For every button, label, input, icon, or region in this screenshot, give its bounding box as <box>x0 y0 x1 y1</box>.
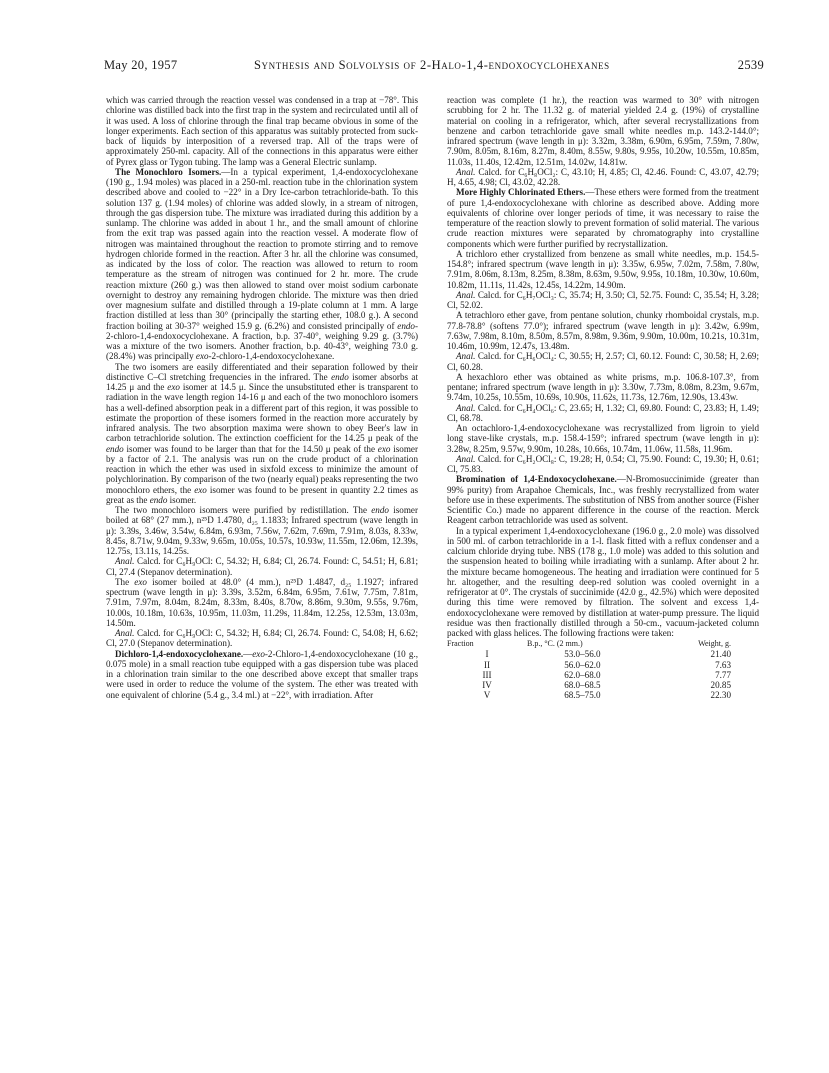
fractions-table-header <box>447 639 759 649</box>
text-run: isomer. <box>167 494 197 505</box>
text-run: isomer by a factor of 2.1. The analysis was run on the crude product of a chlorination reaction in which the ether was used in sixfold excess to minimize the amount of polychlorination. By comparison of the two (nearly equal) peaks representing the two monochloro ethers, the <box>106 443 418 495</box>
table-header-fraction: Fraction <box>447 639 474 649</box>
italic-text: exo <box>134 576 147 587</box>
paragraph <box>447 249 759 290</box>
text-run: isomer boiled at 68° (27 mm.), n²⁵D 1.4780, d₂₅ 1.1833; Infrared spectrum (wave length in μ): 3.39s, 3.46w, 3.54w, 6.84m, 6.93m, 7.56w, 7.62m, 7.69m, 7.91m, 8.03s, 8.33w, 8.45s, 8.71w, 9.04m, 9.33w, 9.65m, 10.05s, 10.57s, 10.93w, 11.55m, 12.06m, 12.39s, 12.75s, 13.11s, 14.25s. <box>106 505 418 556</box>
italic-text: endo <box>331 371 349 382</box>
paragraph <box>106 556 418 577</box>
paragraph <box>106 95 418 167</box>
text-run: Calcd. for C₆H₇OCl₃: C, 35.74; H, 3.50; Cl, 52.75. Found: C, 35.54; H, 3.28; Cl, 52.02. <box>447 289 759 310</box>
italic-text: Anal. <box>115 628 135 638</box>
text-run: Calcd. for C₆H₆OCl₄: C, 30.55; H, 2.57; Cl, 60.12. Found: C, 30.58; H, 2.69; Cl, 60.28. <box>447 351 759 372</box>
right-column <box>447 95 759 700</box>
weight-cell: 22.30 <box>710 690 731 701</box>
weight-cell: 21.40 <box>710 649 731 660</box>
bp-cell: 53.0–56.0 <box>564 649 601 660</box>
text-run: — <box>243 648 253 659</box>
table-row <box>447 670 759 680</box>
paragraph <box>447 526 759 639</box>
paragraph <box>106 577 418 628</box>
italic-text: Anal. <box>456 453 476 464</box>
italic-text: exo <box>377 443 391 454</box>
left-column <box>106 95 418 700</box>
bp-cell: 68.5–75.0 <box>564 690 601 701</box>
section-heading: Dichloro-1,4-endoxocyclohexane. <box>115 648 244 659</box>
page-header <box>104 58 764 78</box>
paragraph <box>106 628 418 649</box>
text-run: Calcd. for C₆H₉OCl: C, 54.32; H, 6.84; Cl, 26.74. Found: C, 54.51; H, 6.81; Cl, 27.4 (Stepanov determination). <box>106 556 418 577</box>
italic-text: Anal. <box>456 289 476 300</box>
weight-cell: 20.85 <box>710 680 731 691</box>
fraction-cell: IV <box>482 680 492 691</box>
table-header-bp: B.p., °C. (2 mm.) <box>527 639 583 649</box>
paragraph <box>447 454 759 475</box>
text-run: isomer absorbs at 14.25 μ and the <box>106 371 418 392</box>
table-row <box>447 680 759 690</box>
italic-text: endo <box>149 494 168 505</box>
paragraph <box>447 423 759 454</box>
paragraph <box>106 167 418 362</box>
running-title: Synthesis and Solvolysis of 2-Halo-1,4-endoxocyclohexanes <box>254 58 610 72</box>
text-run: isomer was found to be larger than that for the 14.50 μ peak of the <box>123 443 378 454</box>
bp-cell: 56.0–62.0 <box>564 659 601 670</box>
paragraph <box>447 351 759 372</box>
italic-text: Anal. <box>115 556 135 567</box>
text-run: -2-chloro-1,4-endoxocyclohexane. A fraction, b.p. 37-40°, weighing 9.29 g. (3.7%) was a mixture of the two isomers. Another fraction, b.p. 40-43°, weighing 73.0 g. (28.4%) was principally <box>106 320 418 362</box>
paragraph <box>447 310 759 351</box>
section-heading: The Monochloro Isomers. <box>115 166 222 177</box>
weight-cell: 7.77 <box>715 669 731 680</box>
italic-text: exo <box>167 382 180 392</box>
italic-text: exo <box>194 484 207 495</box>
text-run: isomer was found to be present in quantity 2.2 times as great as the <box>106 484 418 505</box>
italic-text: Anal. <box>456 166 476 177</box>
table-row <box>447 649 759 659</box>
fraction-cell: V <box>483 690 491 701</box>
text-run: -2-Chloro-1,4-endoxocyclohexane (10 g., 0.075 mole) in a small reaction tube equipped with a gas dispersion tube was placed in a chlorination train similar to the one described above except that smaller traps were used in order to reduce the volume of the system. The ether was treated with one equivalent of chlorine (5.4 g., 3.4 ml.) at −22°, with irradiation. After <box>106 648 418 700</box>
fraction-cell: I <box>485 649 489 660</box>
paragraph <box>447 95 759 167</box>
text-run: A hexachloro ether was obtained as white prisms, m.p. 106.8-107.3°, from pentane; infrared spectrum (wave length in μ): 3.30w, 7.73m, 8.08m, 8.23m, 9.67m, 9.74m, 10.25s, 10.55m, 10.69s, 10.90s, 11.62s, 11.73s, 12.76m, 12.90s, 13.43w. <box>447 371 759 403</box>
weight-cell: 7.63 <box>715 659 731 670</box>
fraction-cell: II <box>483 659 491 670</box>
text-run: which was carried through the reaction vessel was condensed in a trap at −78°. This chlorine was distilled back into the first trap in the system and recirculated until all of it was used. A loss of chlorine through the final trap became obvious in some of the longer experiments. Each section of this apparatus was suitably protected from suck-back of liquids by interposition of a reversed trap. All of the traps were of approximately 250-ml. capacity. All of the connections in this apparatus were either of Pyrex glass or Tygon tubing. The lamp was a General Electric sunlamp. <box>106 95 418 167</box>
paragraph <box>447 187 759 249</box>
text-run: isomer at 14.5 μ. Since the unsubstituted ether is transparent to radiation in the wave length region 14-16 μ and each of the two monochloro isomers has a well-defined absorption peak in a different part of this region, it was possible to estimate the proportion of these isomers formed in the reaction more accurately by infrared analysis. The two absorption maxima were shown to obey Beer's law in carbon tetrachloride solution. The extinction coefficient for the 14.25 μ peak of the <box>106 382 418 444</box>
text-run: An octachloro-1,4-endoxocyclohexane was recrystallized from ligroin to yield long stave-like crystals, m.p. 158.4-159°; infrared spectrum (wave length in μ): 3.28w, 8.25m, 9.57w, 9.90m, 10.28s, 10.66s, 10.74m, 11.06w, 11.58s, 11.96m. <box>447 423 759 454</box>
table-row <box>447 690 759 700</box>
text-run: isomer boiled at 48.0° (4 mm.), n²⁵D 1.4847, d₂₅ 1.1927; infrared spectrum (wave length in μ): 3.39s, 3.52m, 6.84m, 6.95m, 7.61w, 7.75m, 7.81m, 7.91m, 7.97m, 8.04m, 8.24m, 8.33m, 8.40s, 8.70w, 8.86m, 9.30m, 9.55s, 9.76m, 10.00s, 10.18m, 10.63s, 10.95m, 11.03m, 11.29s, 11.84m, 12.25s, 12.53m, 13.03m, 14.50m. <box>106 576 418 628</box>
text-run: The <box>115 576 135 587</box>
bp-cell: 62.0–68.0 <box>564 669 601 680</box>
italic-text: exo <box>195 351 209 362</box>
table-header-weight: Weight, g. <box>698 639 731 649</box>
paragraph <box>447 403 759 424</box>
table-row <box>447 660 759 670</box>
right-column-paragraphs <box>447 95 759 638</box>
text-run: A trichloro ether crystallized from benzene as small white needles, m.p. 154.5-154.8°; infrared spectrum (wave length in μ): 3.35w, 6.95w, 7.02m, 7.58m, 7.80w, 7.91m, 8.06m, 8.13m, 8.25m, 8.38m, 8.63m, 9.50w, 9.95s, 10.18m, 10.30w, 10.60m, 10.82m, 11.11s, 11.42s, 12.45s, 14.22m, 14.90m. <box>447 248 759 290</box>
paragraph <box>447 167 759 188</box>
italic-text: endo <box>397 320 415 331</box>
paragraph <box>106 649 418 700</box>
fractions-table <box>447 639 759 700</box>
text-run: Calcd. for C₆H₄OCl₆: C, 23.65; H, 1.32; Cl, 69.80. Found: C, 23.83; H, 1.49; Cl, 68.78. <box>447 402 759 423</box>
fraction-cell: III <box>482 669 492 680</box>
paragraph <box>106 362 418 506</box>
journal-date: May 20, 1957 <box>104 58 178 72</box>
italic-text: Anal. <box>456 351 476 362</box>
bp-cell: 68.0–68.5 <box>564 680 601 691</box>
text-run: —These ethers were formed from the treatment of pure 1,4-endoxocyclohexane with chlorine as described above. Adding more equivalents of chlorine over longer periods of time, it was necessary to raise the temperature of the reaction slowly to prevent formation of solid material. The various crude reaction mixtures were separated by chromatography into crystalline components which were further purified by recrystallization. <box>447 187 759 249</box>
paragraph <box>447 474 759 525</box>
text-run: In a typical experiment 1,4-endoxocyclohexane (196.0 g., 2.0 mole) was dissolved in 500 ml. of carbon tetrachloride in a 1-l. flask fitted with a reflux condenser and a calcium chloride drying tube. NBS (178 g., 1.0 mole) was added to this solution and the suspension heated to boiling while irradiating with a sunlamp. After about 2 hr. the mixture became homogeneous. The heating and irradiation were continued for 5 hr. altogether, and the resulting deep-red solution was cooled overnight in a refrigerator at 0°. The crystals of succinimide (42.0 g., 42.5%) which were deposited during this time were removed by filtration. The solvent and excess 1,4-endoxocyclohexane were removed by distillation at water-pump pressure. The liquid residue was then fractionally distilled through a 50-cm., vacuum-jacketed column packed with glass helices. The following fractions were taken: <box>447 525 759 638</box>
text-run: The two monochloro isomers were purified by redistillation. The <box>115 505 372 515</box>
text-run: —N-Bromosuccinimide (greater than 99% purity) from Arapahoe Chemicals, Inc., was freshly recrystallized from water before use in these experiments. The substitution of NBS from another source (Fisher Scientific Co.) made no apparent difference in the course of the reaction. Merck Reagent carbon tetrachloride was used as solvent. <box>447 474 759 526</box>
paragraph <box>106 505 418 556</box>
italic-text: endo <box>371 505 389 515</box>
paragraph <box>447 372 759 403</box>
italic-text: endo <box>106 443 124 454</box>
section-heading: Bromination of 1,4-Endoxocyclohexane. <box>456 474 617 485</box>
text-run: reaction was complete (1 hr.), the reaction was warmed to 30° with nitrogen scrubbing for 2 hr. The 11.32 g. of material yielded 2.4 g. (19%) of crystalline material on cooling in a refrigerator, which, after several recrystallizations from benzene and carbon tetrachloride gave small white needles m.p. 143.2-144.0°; infrared spectrum (wave length in μ): 3.32m, 3.38m, 6.90m, 6.95m, 7.59m, 7.80w, 7.90m, 8.05m, 8.16m, 8.27m, 8.40m, 8.55w, 9.80s, 9.95s, 10.20w, 10.55m, 10.85m, 11.03s, 11.40s, 12.42m, 12.51m, 14.02w, 14.81w. <box>447 95 759 167</box>
text-run: -2-chloro-1,4-endoxocyclohexane. <box>208 351 335 362</box>
text-run: Calcd. for C₆H₉OCl: C, 54.32; H, 6.84; Cl, 26.74. Found: C, 54.08; H, 6.62; Cl, 27.0 (Stepanov determination). <box>106 628 418 649</box>
paragraph <box>447 290 759 311</box>
italic-text: Anal. <box>456 402 476 413</box>
text-run: A tetrachloro ether gave, from pentane solution, chunky rhomboidal crystals, m.p. 77.8-78.8° (softens 77.0°); infrared spectrum (wave length in μ): 3.42w, 6.99m, 7.63w, 7.98m, 8.10m, 8.50m, 8.57m, 8.98m, 9.36m, 9.90m, 10.00m, 10.21s, 10.31m, 10.46m, 10.99m, 12.47s, 13.48m. <box>447 310 759 351</box>
text-run: —In a typical experiment, 1,4-endoxocyclohexane (190 g., 1.94 moles) was placed in a 250-ml. reaction tube in the chlorination system described above and cooled to −22° in a Dry Ice-carbon tetrachloride-bath. To this solution 137 g. (1.94 moles) of chlorine was added slowly, in a stream of nitrogen, through the gas dispersion tube. The mixture was irradiated during this addition by a sunlamp. The chlorine was added in about 1 hr., and the small amount of chlorine from the exit trap was passed again into the reaction vessel. A moderate flow of nitrogen was maintained throughout the reaction to promote stirring and to remove hydrogen chloride formed in the reaction. After 3 hr. all the chlorine was consumed, as indicated by the loss of color. The reaction was allowed to return to room temperature as the stream of nitrogen was continued for 2 hr. more. The crude reaction mixture (260 g.) was then allowed to stand over moist sodium carbonate overnight to destroy any remaining hydrogen chloride. The mixture was then dried over magnesium sulfate and distilled through a 19-plate column at 1 mm. A large fraction distilled at less than 30° (principally the starting ether, 108.0 g.). A second fraction boiling at 30-37° weighed 15.9 g. (6.2%) and consisted principally of <box>106 166 418 331</box>
text-run: Calcd. for C₆H₂OCl₈: C, 19.28; H, 0.54; Cl, 75.90. Found: C, 19.30; H, 0.61; Cl, 75.83. <box>447 453 759 474</box>
text-run: Calcd. for C₆H₈OCl₂: C, 43.10; H, 4.85; Cl, 42.46. Found: C, 43.07, 42.79; H, 4.65, 4.98; Cl, 43.02, 42.28. <box>447 166 759 187</box>
section-heading: More Highly Chlorinated Ethers. <box>456 187 586 198</box>
italic-text: exo <box>252 648 265 659</box>
text-run: The two isomers are easily differentiated and their separation followed by their distinctive C–Cl stretching frequencies in the infrared. The <box>106 361 418 382</box>
page-number: 2539 <box>737 58 764 72</box>
